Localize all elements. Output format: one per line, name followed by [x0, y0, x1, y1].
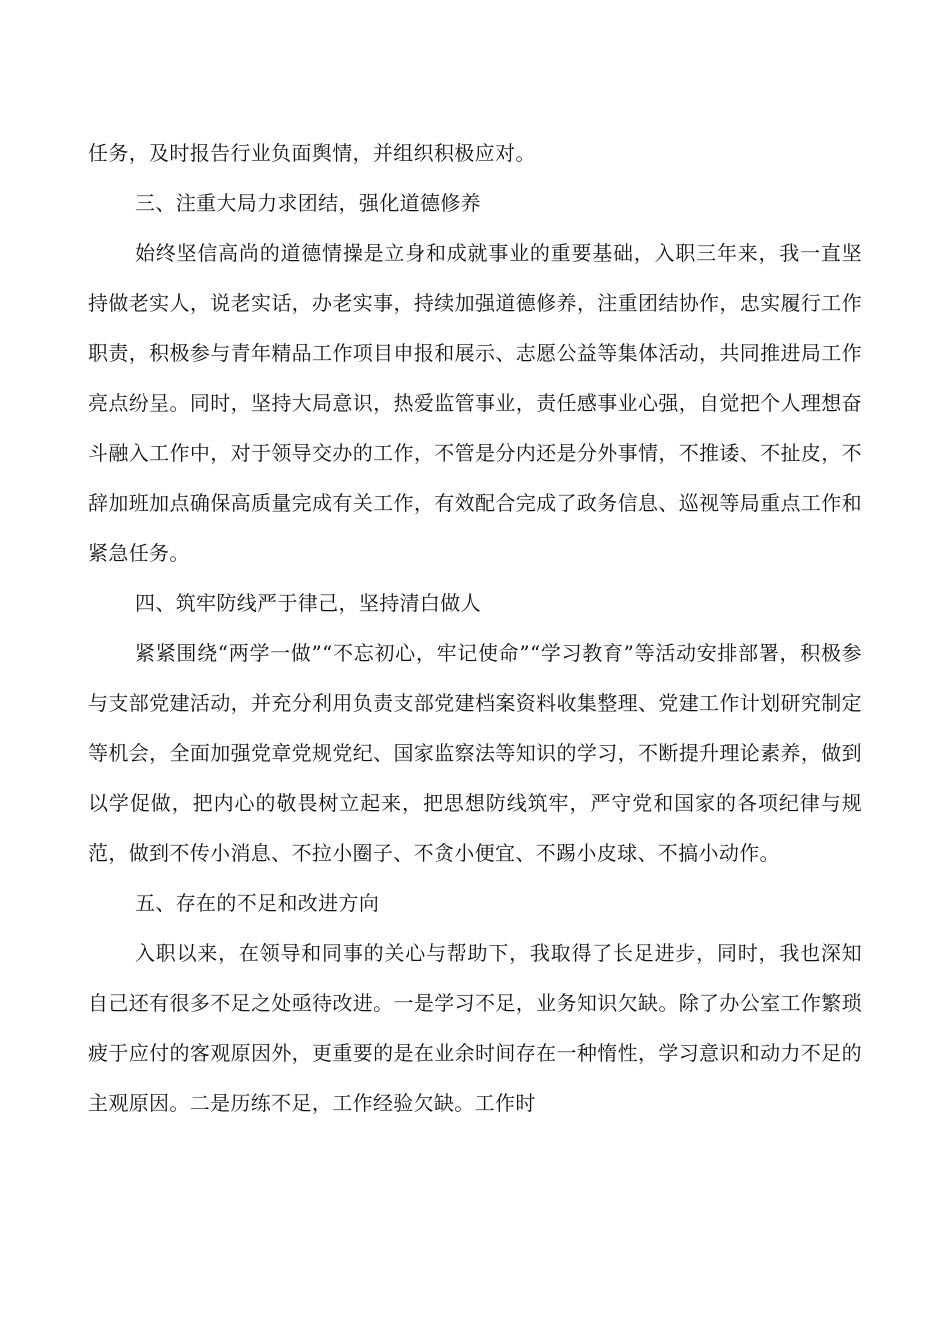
paragraph-continuation: 任务，及时报告行业负面舆情，并组织积极应对。 — [88, 141, 536, 165]
section-heading-five: 五、存在的不足和改进方向 — [135, 891, 380, 915]
paragraph-moral-cultivation: 始终坚信高尚的道德情操是立身和成就事业的重要基础，入职三年来，我一直坚持做老实人，说老实话，办老实事，持续加强道德修养，注重团结协作，忠实履行工作职责，积极参与青年精品工作项目申报和展示、志愿公益等集体活动，共同推进局工作亮点纷呈。同时，坚持大局意识，热爱监管事业，责任感事业心强，自觉把个人理想奋斗融入工作中，对于领导交办的工作，不管是分内还是分外事情，不推诿、不扯皮，不辞加班加点确保高质量完成有关工作，有效配合完成了政务信息、巡视等局重点工作和紧急任务。 — [88, 241, 862, 565]
section-heading-four: 四、筑牢防线严于律己，坚持清白做人 — [135, 591, 481, 615]
paragraph-discipline: 紧紧围绕“两学一做”“不忘初心，牢记使命”“学习教育”等活动安排部署，积极参与支部党建活动，并充分利用负责支部党建档案资料收集整理、党建工作计划研究制定等机会，全面加强党章党规党纪、国家监察法等知识的学习，不断提升理论素养，做到以学促做，把内心的敬畏树立起来，把思想防线筑牢，严守党和国家的各项纪律与规范，做到不传小消息、不拉小圈子、不贪小便宜、不踢小皮球、不搞小动作。 — [88, 641, 862, 865]
paragraph-shortcomings: 入职以来，在领导和同事的关心与帮助下，我取得了长足进步，同时，我也深知自己还有很多不足之处亟待改进。一是学习不足，业务知识欠缺。除了办公室工作繁琐疲于应付的客观原因外，更重要的是在业余时间存在一种惰性，学习意识和动力不足的主观原因。二是历练不足，工作经验欠缺。工作时 — [88, 941, 862, 1115]
section-heading-three: 三、注重大局力求团结，强化道德修养 — [135, 191, 481, 215]
document-body — [88, 128, 862, 1128]
